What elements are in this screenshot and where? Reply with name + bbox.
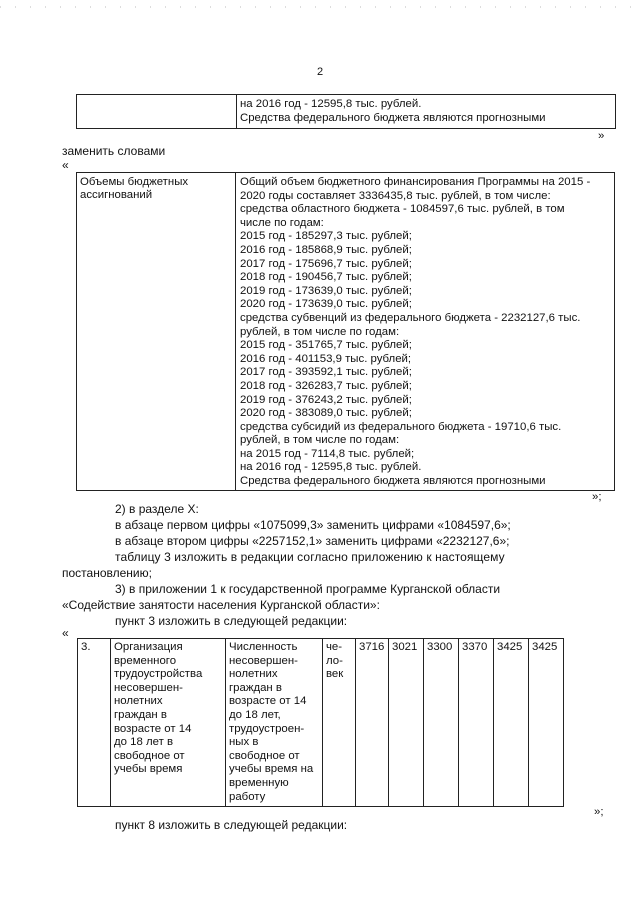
event-line: до 18 лет в [114, 736, 174, 749]
budget-detail-line: 2015 год - 351765,7 тыс. рублей; [240, 339, 412, 352]
event-line: Организация [114, 641, 183, 653]
section-x-line: постановлению; [62, 566, 152, 580]
budget-label: Объемы бюджетных [80, 176, 189, 188]
budget-close-quote: »; [592, 491, 602, 503]
budget-detail-line: числе по годам: [240, 216, 324, 229]
page-number: 2 [316, 66, 324, 78]
budget-detail-line: 2016 год - 185868,9 тыс. рублей; [240, 243, 412, 256]
indicator-line: Численность [229, 641, 298, 653]
budget-detail-line: 2017 год - 393592,1 тыс. рублей; [240, 366, 412, 379]
table3-close-quote: »; [594, 806, 604, 818]
event-line: граждан в [114, 708, 167, 721]
appendix-line: «Содействие занятости населения Курганской области»: [62, 598, 380, 612]
point8-text: пункт 8 изложить в следующей редакции: [115, 818, 348, 832]
budget-table-border-bottom [76, 490, 615, 491]
budget-detail-line: на 2015 год - 7114,8 тыс. рублей; [240, 447, 415, 460]
budget-detail-line: рублей, в том числе по годам: [240, 434, 400, 447]
value-cell: 3425 [529, 639, 564, 807]
budget-detail-line: 2018 год - 190456,7 тыс. рублей; [240, 271, 412, 284]
indicator-line: свободное от [229, 749, 300, 762]
budget-label: ассигнований [80, 189, 153, 201]
section-x-line: в абзаце втором цифры «2257152,1» заменить цифрами «2232127,6»; [115, 534, 510, 548]
event-cell [111, 639, 226, 807]
budget-detail-line: 2018 год - 326283,7 тыс. рублей; [240, 379, 412, 392]
value-cell: 3300 [424, 639, 459, 807]
section-x-heading: 2) в разделе X: [115, 502, 199, 516]
budget-detail-line: средства субвенций из федерального бюджета - 2232127,6 тыс. [240, 311, 581, 324]
scan-top-marks [0, 6, 640, 8]
budget-table-left-border [76, 172, 77, 490]
top-table-close-quote: » [598, 130, 605, 142]
event-line: трудоустройства [114, 668, 203, 681]
budget-table-border-top [76, 172, 615, 173]
budget-detail-line: 2015 год - 185297,3 тыс. рублей; [240, 230, 412, 243]
section-x-line: в абзаце первом цифры «1075099,3» заменить цифрами «1084597,6»; [115, 518, 511, 532]
value-cell: 3021 [389, 639, 424, 807]
budget-detail-line: Общий объем бюджетного финансирования Программы на 2015 - [240, 176, 591, 188]
budget-detail-line: Средства федерального бюджета являются прогнозными [240, 475, 546, 488]
budget-table-right-border [614, 172, 615, 490]
budget-detail-line: 2020 год - 173639,0 тыс. рублей; [240, 298, 412, 311]
top-table-border-bottom [76, 128, 616, 129]
top-table-left-border [76, 94, 77, 128]
top-table-border-top [76, 94, 616, 95]
budget-detail-line: рублей, в том числе по годам: [240, 325, 400, 338]
indicator-line: ных в [229, 736, 259, 749]
indicator-line: временную [229, 776, 289, 789]
event-line: временного [114, 654, 177, 667]
budget-detail-line: 2019 год - 173639,0 тыс. рублей; [240, 284, 412, 297]
event-line: нолетних [114, 695, 163, 708]
budget-detail-line: 2020 годы составляет 3336435,8 тыс. рублей, в том числе: [240, 189, 551, 202]
unit-line: век [326, 668, 344, 681]
appendix-line: пункт 3 изложить в следующей редакции: [115, 614, 348, 628]
section-x-line: таблицу 3 изложить в редакции согласно приложению к настоящему [115, 550, 505, 564]
value-cell: 3370 [459, 639, 494, 807]
budget-detail-line: средства областного бюджета - 1084597,6 тыс. рублей, в том [240, 203, 565, 216]
indicator-line: граждан в [229, 681, 282, 694]
row-number: 3. [78, 639, 111, 807]
open-quote: « [62, 626, 69, 640]
program-table [77, 638, 564, 807]
open-quote: « [62, 158, 69, 172]
indicator-line: работу [229, 790, 266, 803]
unit-cell [323, 639, 356, 807]
budget-detail-line: 2016 год - 401153,9 тыс. рублей; [240, 352, 412, 365]
budget-detail-line: 2020 год - 383089,0 тыс. рублей; [240, 407, 412, 420]
budget-detail-line: на 2016 год - 12595,8 тыс. рублей. [240, 461, 422, 474]
budget-detail-line: 2017 год - 175696,7 тыс. рублей; [240, 257, 412, 270]
budget-details [240, 176, 610, 489]
indicator-line: до 18 лет, [229, 708, 281, 721]
indicator-line: несовершен- [229, 654, 298, 667]
event-line: возрасте от 14 [114, 722, 192, 735]
indicator-cell [226, 639, 323, 807]
replace-words-text: заменить словами [62, 144, 166, 158]
value-cell: 3716 [356, 639, 389, 807]
event-line: несовершен- [114, 681, 183, 694]
indicator-line: нолетних [229, 668, 278, 681]
top-table-line: на 2016 год - 12595,8 тыс. рублей. [240, 98, 422, 110]
event-line: свободное от [114, 749, 185, 762]
top-table-line: Средства федерального бюджета являются прогнозными [240, 112, 546, 124]
budget-table-divider [235, 172, 236, 490]
indicator-line: возрасте от 14 [229, 695, 307, 708]
indicator-line: трудоустроен- [229, 722, 305, 735]
budget-detail-line: средства субсидий из федерального бюджета - 19710,6 тыс. [240, 420, 562, 433]
indicator-line: учебы время на [229, 763, 314, 776]
event-line: учебы время [114, 763, 183, 776]
budget-detail-line: 2019 год - 376243,2 тыс. рублей; [240, 393, 412, 406]
top-table-divider [236, 94, 237, 128]
unit-line: ло- [326, 654, 343, 667]
appendix-line: 3) в приложении 1 к государственной программе Курганской области [115, 582, 501, 596]
unit-line: че- [326, 641, 343, 653]
value-cell: 3425 [494, 639, 529, 807]
table-row [78, 639, 564, 807]
top-table-right-border [615, 94, 616, 128]
